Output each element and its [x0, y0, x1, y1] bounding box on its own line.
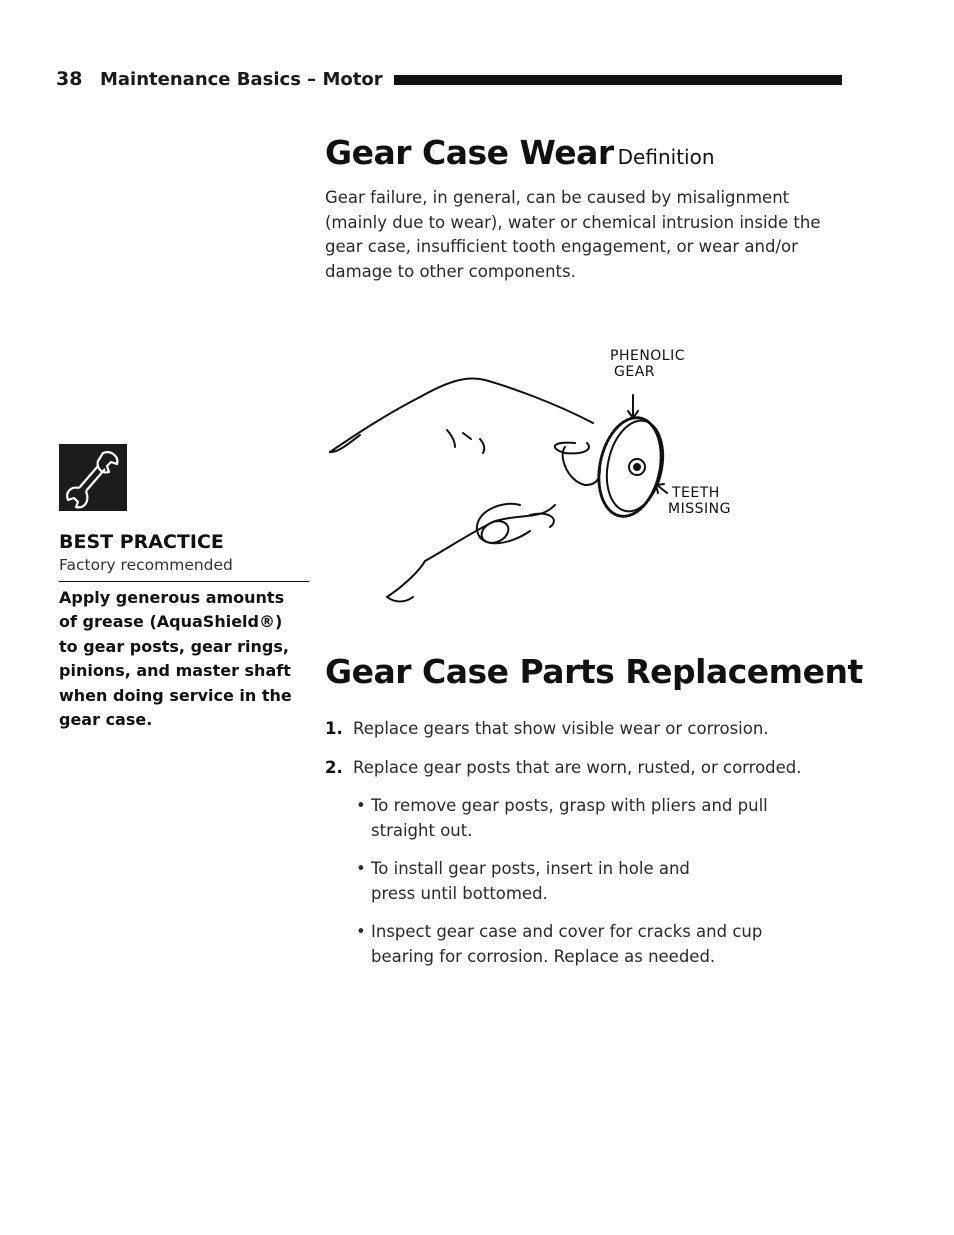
- wrench-icon: [59, 444, 127, 511]
- gear-illustration: [325, 335, 745, 605]
- label-teeth-missing: TEETH MISSING: [668, 485, 731, 517]
- list-item: [325, 717, 825, 742]
- bullet-text: To remove gear posts, grasp with pliers and pull straight out.: [371, 796, 768, 840]
- wear-definition: Gear failure, in general, can be caused by misalignment (mainly due to wear), water or chemical intrusion inside the gear case, insufficient tooth engagement, or wear and/or damage to other components.: [325, 188, 821, 281]
- list-item: [325, 857, 711, 906]
- replacement-title: Gear Case Parts Replacement: [325, 652, 863, 691]
- list-item: [325, 920, 771, 969]
- bullet-text: Inspect gear case and cover for cracks and cup bearing for corrosion. Replace as needed.: [371, 922, 763, 966]
- page-header: [56, 68, 842, 92]
- step-text: Replace gear posts that are worn, rusted, or corroded.: [353, 757, 802, 777]
- best-practice-text: Apply generous amounts of grease (AquaShield®) to gear posts, gear rings, pinions, and master shaft when doing service in the gear case.: [59, 588, 292, 730]
- page-number: 38: [56, 68, 83, 90]
- step-number: 2.: [325, 757, 343, 777]
- best-practice-title: BEST PRACTICE: [59, 531, 224, 553]
- wear-heading: [325, 133, 715, 172]
- running-section-title: Maintenance Basics – Motor: [100, 69, 383, 90]
- wear-title: Gear Case Wear: [325, 133, 614, 172]
- step-number: 1.: [325, 719, 343, 738]
- list-item: [325, 756, 825, 781]
- step-text: Replace gears that show visible wear or corrosion.: [353, 719, 769, 738]
- bullet-icon: •: [356, 796, 366, 815]
- bullet-text: To install gear posts, insert in hole and press until bottomed.: [371, 859, 690, 903]
- bullet-icon: •: [356, 859, 366, 878]
- wear-subtitle: Definition: [617, 145, 715, 169]
- best-practice-rule: [59, 581, 309, 582]
- label-phenolic-gear: PHENOLIC GEAR: [610, 348, 686, 380]
- replacement-steps: [325, 717, 825, 983]
- bullet-icon: •: [356, 922, 366, 941]
- header-rule: [394, 75, 842, 85]
- best-practice-subtitle: Factory recommended: [59, 556, 233, 574]
- list-item: [325, 794, 791, 843]
